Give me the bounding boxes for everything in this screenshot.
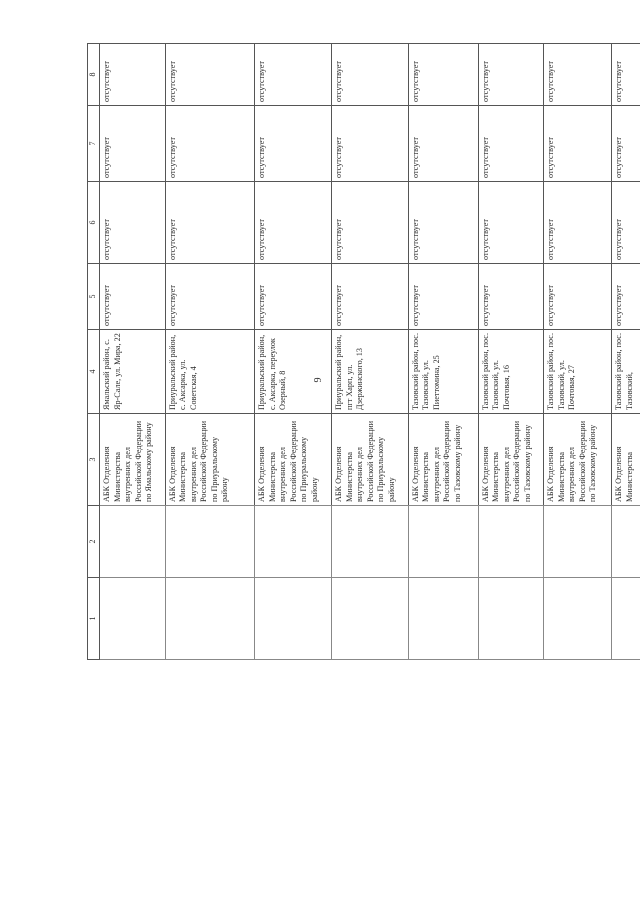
table-cell: отсутствует: [612, 106, 640, 182]
table-cell: отсутствует: [332, 182, 409, 264]
column-number-3: 3: [88, 414, 100, 506]
table-cell: АБК Отделения Министерства внутренних дел Российской Федерации по Тазовскому району: [478, 414, 544, 506]
table-cell: АБК Отделения Министерства внутренних дел Российской Федерации по Тазовскому району: [544, 414, 612, 506]
table-cell: Тазовский район, пос. Тазовский, ул. Пиеттомина, 25: [408, 330, 478, 414]
table-cell: отсутствует: [255, 106, 332, 182]
table-cell: отсутствует: [332, 264, 409, 330]
table-row: [332, 44, 409, 660]
column-number-6: 6: [88, 182, 100, 264]
table-cell: отсутствует: [100, 182, 166, 264]
column-number-8: 8: [88, 44, 100, 106]
table-cell: [100, 506, 166, 578]
table-cell: Ямальский район, с. Яр-Сале, ул. Мира, 22: [100, 330, 166, 414]
table-cell: АБК Отделения Министерства внутренних дел Российской Федерации по Приуральскому району: [165, 414, 255, 506]
table-row: [165, 44, 255, 660]
table-cell: [544, 578, 612, 660]
page-number: 9: [313, 377, 324, 383]
table-body: [88, 44, 640, 660]
column-number-2: 2: [88, 506, 100, 578]
table-cell: отсутствует: [255, 182, 332, 264]
column-number-7: 7: [88, 106, 100, 182]
table-cell: Приуральский район, с. Аксарка, ул. Советская, 4: [165, 330, 255, 414]
table-cell: [478, 506, 544, 578]
table-cell: отсутствует: [255, 44, 332, 106]
table-cell: отсутствует: [544, 182, 612, 264]
table-cell: Тазовский район, пос. Тазовский, ул. Почтовая, 16: [478, 330, 544, 414]
table-cell: отсутствует: [478, 106, 544, 182]
table-cell: [612, 506, 640, 578]
table-header-row: [88, 44, 100, 660]
table-cell: отсутствует: [100, 106, 166, 182]
table-cell: АБК Отделения Министерства: [612, 414, 640, 506]
table-cell: АБК Отделения Министерства внутренних дел Российской Федерации по Приуральскому району: [332, 414, 409, 506]
table-cell: АБК Отделения Министерства внутренних дел Российской Федерации по Ямальскому району: [100, 414, 166, 506]
table-cell: отсутствует: [100, 44, 166, 106]
table-cell: [165, 578, 255, 660]
table-cell: АБК Отделения Министерства внутренних дел Российской Федерации по Приуральскому району: [255, 414, 332, 506]
table-cell: отсутствует: [408, 44, 478, 106]
column-number-1: 1: [88, 578, 100, 660]
column-number-5: 5: [88, 264, 100, 330]
table-row: [255, 44, 332, 660]
table-row: [612, 44, 640, 660]
table-cell: отсутствует: [478, 182, 544, 264]
table-cell: Приуральский район, с. Аксарка, переулок Озерный, 8: [255, 330, 332, 414]
table-cell: отсутствует: [478, 44, 544, 106]
table-cell: отсутствует: [544, 44, 612, 106]
table-rotation-wrapper: [87, 44, 640, 660]
table-cell: [408, 578, 478, 660]
table-cell: отсутствует: [408, 264, 478, 330]
table-cell: Тазовский район, пос. Тазовский,: [612, 330, 640, 414]
table-cell: отсутствует: [544, 264, 612, 330]
table-cell: [100, 578, 166, 660]
table-cell: отсутствует: [165, 44, 255, 106]
column-number-4: 4: [88, 330, 100, 414]
table-cell: Тазовский район, пос. Тазовский, ул. Почтовая, 27: [544, 330, 612, 414]
table-cell: [408, 506, 478, 578]
table-cell: отсутствует: [100, 264, 166, 330]
table-cell: отсутствует: [478, 264, 544, 330]
table-cell: отсутствует: [612, 264, 640, 330]
table-cell: [332, 578, 409, 660]
table-cell: отсутствует: [408, 106, 478, 182]
table-cell: отсутствует: [165, 106, 255, 182]
table-cell: [544, 506, 612, 578]
table-row: [478, 44, 544, 660]
table-cell: отсутствует: [612, 182, 640, 264]
table-cell: отсутствует: [165, 264, 255, 330]
table-cell: [478, 578, 544, 660]
table-cell: Приуральский район, пгт Харп, ул. Дзержинского, 13: [332, 330, 409, 414]
table-cell: [612, 578, 640, 660]
objects-table: [87, 43, 640, 660]
table-cell: АБК Отделения Министерства внутренних дел Российской Федерации по Тазовскому району: [408, 414, 478, 506]
table-cell: отсутствует: [165, 182, 255, 264]
table-cell: отсутствует: [255, 264, 332, 330]
table-cell: отсутствует: [612, 44, 640, 106]
table-cell: [332, 506, 409, 578]
table-cell: [165, 506, 255, 578]
table-cell: отсутствует: [332, 106, 409, 182]
table-cell: отсутствует: [544, 106, 612, 182]
table-cell: отсутствует: [408, 182, 478, 264]
table-cell: [255, 506, 332, 578]
table-cell: отсутствует: [332, 44, 409, 106]
table-row: [408, 44, 478, 660]
table-cell: [255, 578, 332, 660]
table-row: [100, 44, 166, 660]
table-row: [544, 44, 612, 660]
